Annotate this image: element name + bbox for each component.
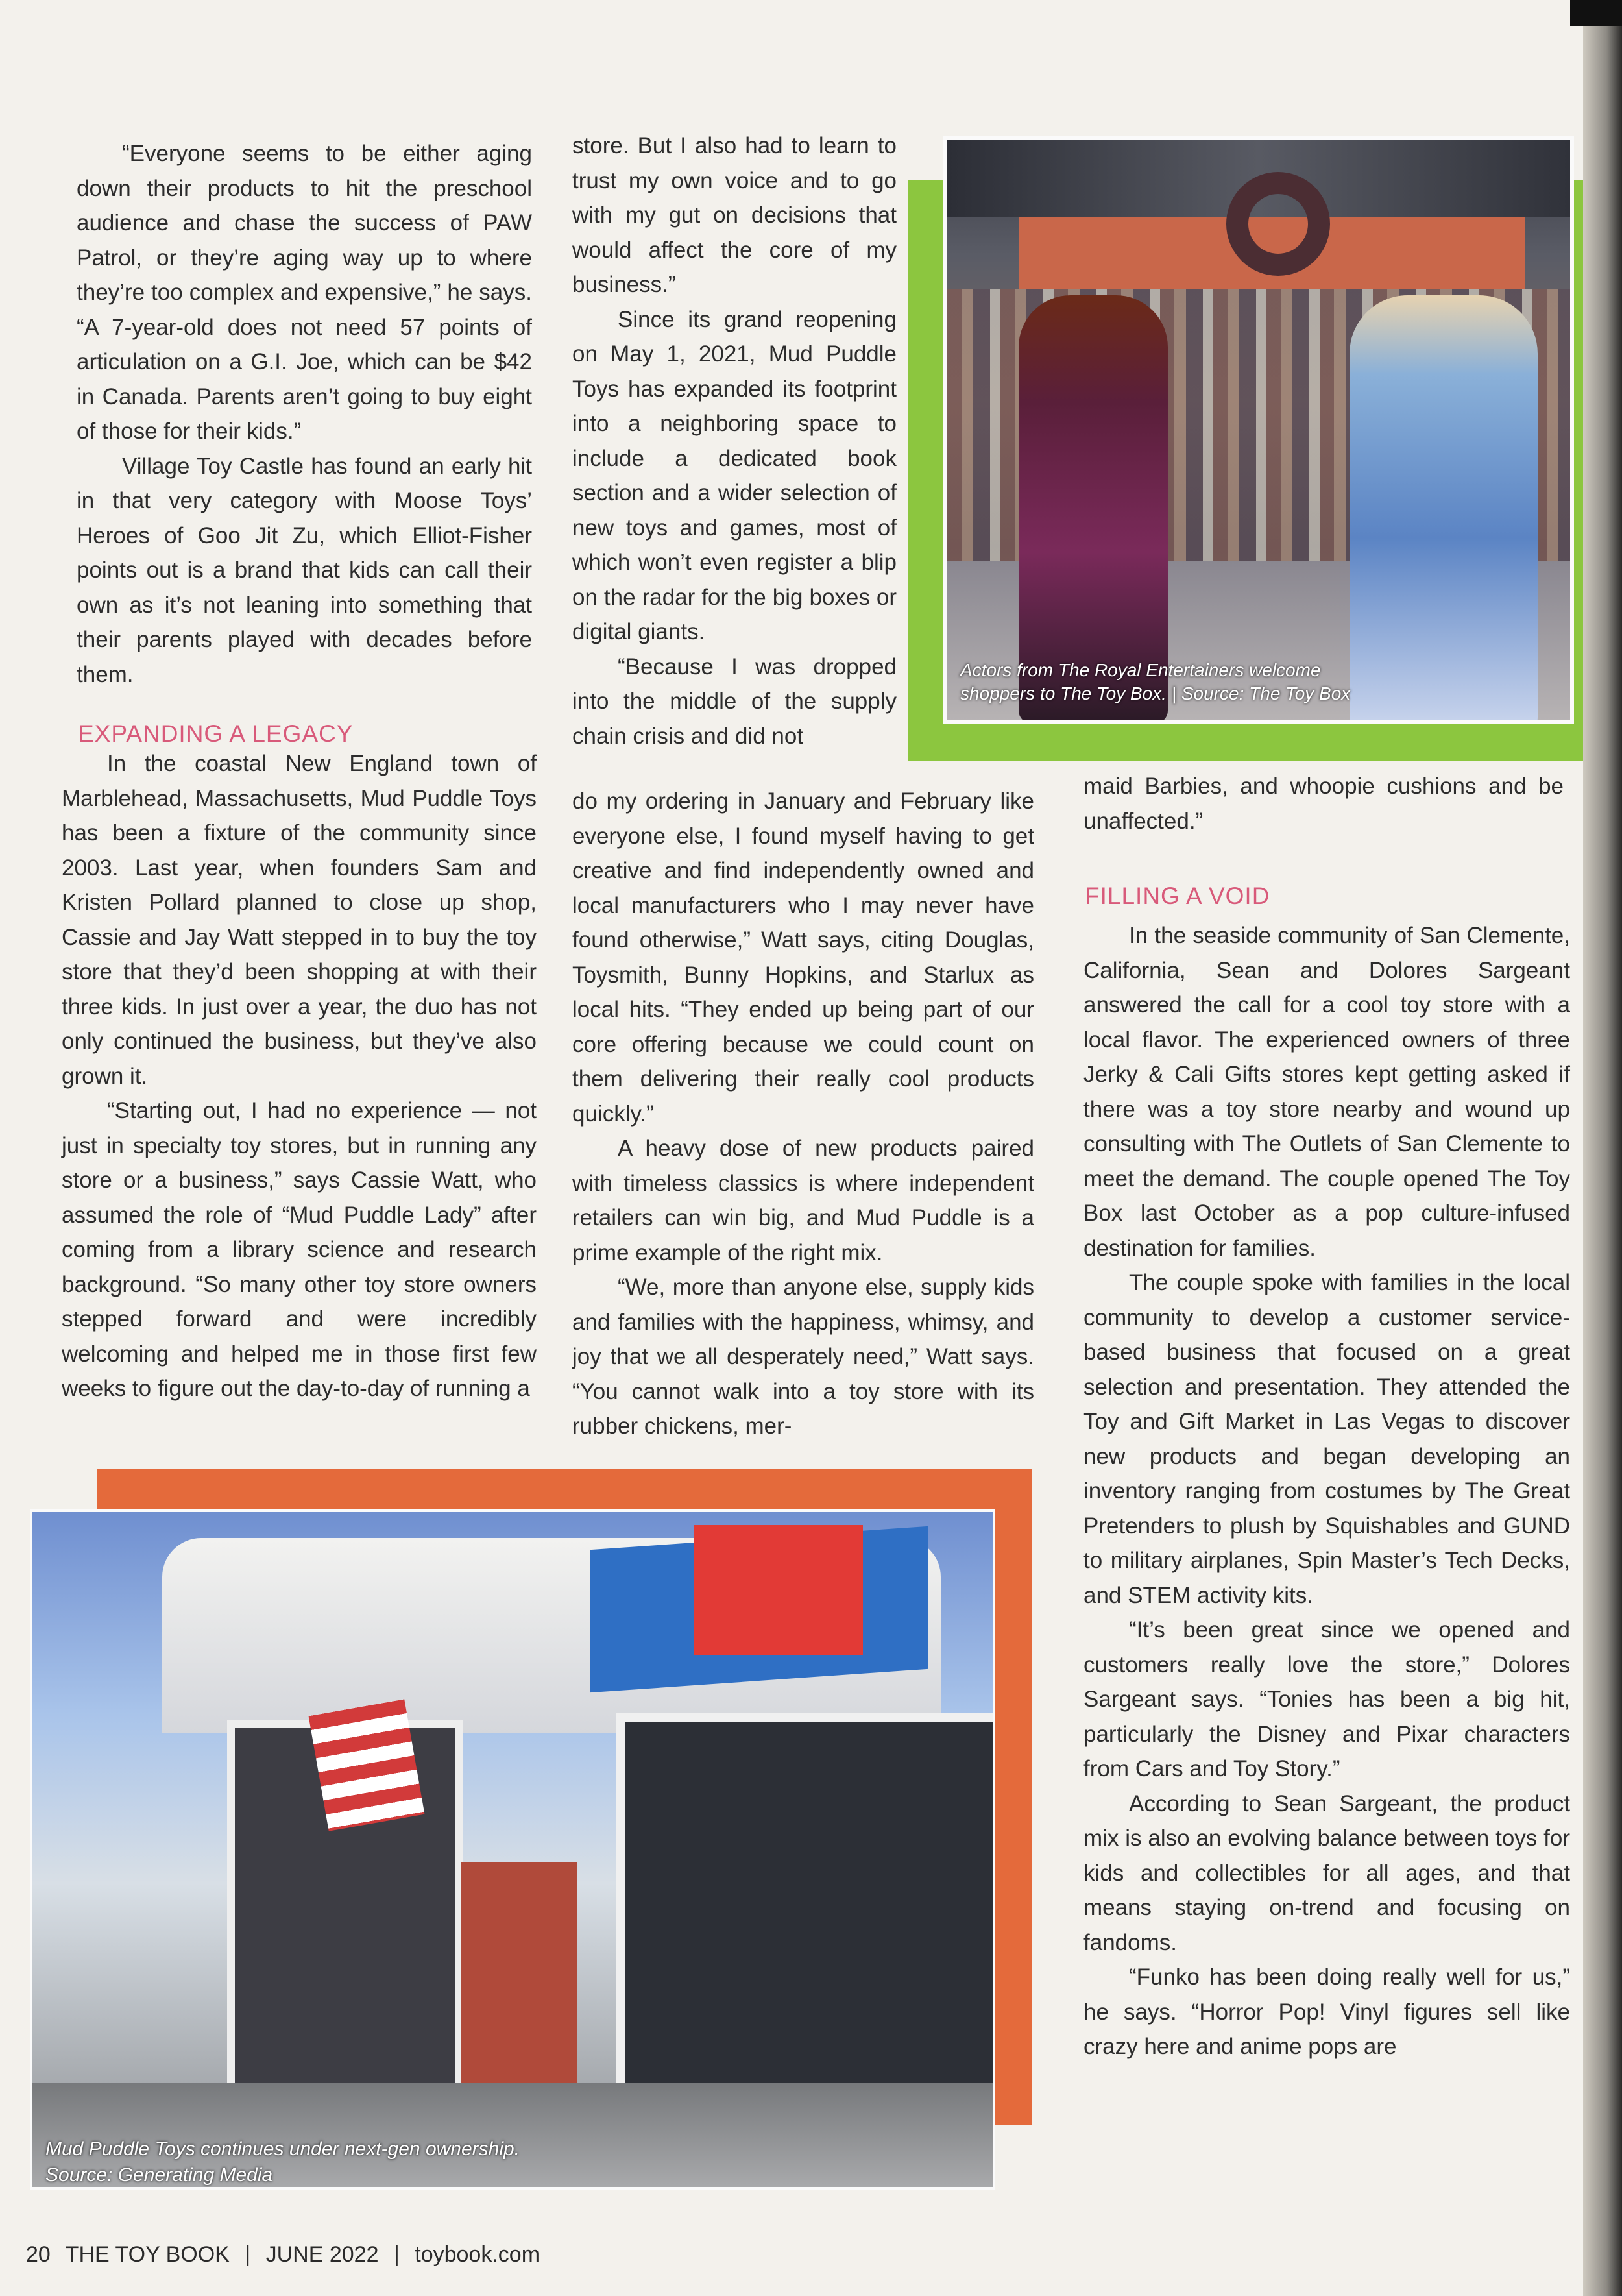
website-link[interactable]: toybook.com — [415, 2242, 540, 2267]
issue-date: JUNE 2022 — [265, 2242, 379, 2267]
column-1-bottom — [62, 746, 537, 1406]
body-paragraph: In the coastal New England town of Marblehead, Massachusetts, Mud Puddle Toys has been a fixture of the community since 2003. Last year, when founders Sam and Kristen Pollard planned to close up shop, Cassie and Jay Watt stepped in to buy the toy store that they’d been shopping at with their three kids. In just over a year, the duo has not only continued the business, but they’ve also grown it. — [62, 751, 537, 1089]
body-paragraph: “It’s been great since we opened and customers really love the store,” Dolores Sargeant says. “Tonies has been a big hit, particularly the Disney and Pixar characters from Cars and Toy Story.” — [1083, 1617, 1570, 1781]
column-1-top — [77, 136, 532, 692]
body-paragraph: do my ordering in January and February like everyone else, I found myself having to get creative and find independently owned and local manufacturers who I may never have found otherwise,” Watt says, citing Douglas, Toysmith, Bunny Hopkins, and Starlux as local hits. “They ended up being part of our core offering because we could count on them delivering their really cool products quickly.” — [572, 788, 1034, 1127]
body-paragraph: “Funko has been doing really well for us,” he says. “Horror Pop! Vinyl figures sell like crazy here and anime pops are — [1083, 1964, 1570, 2059]
photo-awning-red — [694, 1525, 863, 1655]
body-paragraph: store. But I also had to learn to trust my own voice and to go with my gut on decisions that would affect the core of my business.” — [572, 133, 897, 297]
page-edge-shadow — [1583, 0, 1622, 2296]
photo-actor-right — [1350, 295, 1538, 720]
body-paragraph: “Because I was dropped into the middle of the supply chain crisis and did not — [572, 653, 897, 749]
photo-flag — [309, 1699, 425, 1831]
caption-line: shoppers to The Toy Box. | Source: The Toy Box — [960, 683, 1351, 703]
section-heading-expanding-a-legacy: EXPANDING A LEGACY — [78, 720, 354, 747]
page-footer — [26, 2242, 549, 2267]
page-number: 20 — [26, 2242, 51, 2267]
column-3-bottom — [1083, 918, 1570, 2064]
background-corner — [1570, 0, 1622, 26]
footer-separator: | — [393, 2242, 400, 2267]
body-paragraph: A heavy dose of new products paired with timeless classics is where independent retailers can win big, and Mud Puddle is a prime example of the right mix. — [572, 1136, 1034, 1265]
footer-separator: | — [245, 2242, 251, 2267]
body-paragraph: In the seaside community of San Clemente, California, Sean and Dolores Sargeant answered the call for a cool toy store with a local flavor. The experienced owners of three Jerky & Cali Gifts stores kept getting asked if there was a toy store nearby and wound up consulting with The Outlets of San Clemente to meet the demand. The couple opened The Toy Box last October as a pop culture-infused destination for families. — [1083, 923, 1570, 1261]
photo-caption — [45, 2136, 520, 2187]
column-3-top — [1083, 769, 1564, 838]
body-paragraph: “Everyone seems to be either aging down their products to hit the preschool audience and chase the success of PAW Patrol, or they’re aging way up to where they’re too complex and expensive,” he says. “A 7-year-old does not need 57 points of articulation on a G.I. Joe, which can be $42 in Canada. Parents aren’t going to buy eight of those for their kids.” — [77, 141, 532, 444]
body-paragraph: According to Sean Sargeant, the product mix is also an evolving balance between toys for kids and collectibles for all ages, and that means staying on-trend and focusing on fandoms. — [1083, 1790, 1570, 1955]
body-paragraph: “We, more than anyone else, supply kids and families with the happiness, whimsy, and joy that we all desperately need,” Watt says. “You cannot walk into a toy store with its rubber chickens, mer- — [572, 1275, 1034, 1439]
photo-caption — [960, 659, 1350, 705]
body-paragraph: The couple spoke with families in the local community to develop a customer service-based business that focused on a great selection and presentation. They attended the Toy and Gift Market in Las Vegas to discover new products and began developing an inventory ranging from costumes by The Great Pretenders to plush by Squishables and GUND to military airplanes, Spin Master’s Tech Decks, and STEM activity kits. — [1083, 1270, 1570, 1608]
column-2-bottom — [572, 784, 1034, 1444]
body-paragraph: “Starting out, I had no experience — not just in specialty toy stores, but in running any store or a business,” says Cassie Watt, who assumed the role of “Mud Puddle Lady” after coming from a library science and research background. “So many other toy store owners stepped forward and were incredibly welcoming and helped me in those first few weeks to figure out the day-to-day of running a — [62, 1098, 537, 1401]
body-paragraph: maid Barbies, and whoopie cushions and be unaffected.” — [1083, 774, 1564, 834]
magazine-title: THE TOY BOOK — [65, 2242, 230, 2267]
photo-actor-left — [1019, 295, 1168, 720]
column-2-top — [572, 128, 897, 753]
caption-line: Actors from The Royal Entertainers welcome — [960, 660, 1321, 680]
body-paragraph: Village Toy Castle has found an early hit in that very category with Moose Toys’ Heroes of Goo Jit Zu, which Elliot-Fisher points out is a brand that kids can call their own as it’s not leaning into something that their parents played with decades before them. — [77, 453, 532, 687]
section-heading-filling-a-void: FILLING A VOID — [1085, 883, 1270, 909]
photo-mud-puddle-storefront — [32, 1512, 993, 2187]
caption-line: Mud Puddle Toys continues under next-gen ownership. — [45, 2138, 520, 2160]
body-paragraph: Since its grand reopening on May 1, 2021, Mud Puddle Toys has expanded its footprint into a neighboring space to include a dedicated book section and a wider selection of new toys and games, most of which won’t even register a blip on the radar for the big boxes or digital giants. — [572, 306, 897, 644]
photo-royal-entertainers — [947, 140, 1570, 720]
caption-line: Source: Generating Media — [45, 2164, 273, 2186]
photo-wreath — [1226, 172, 1330, 276]
